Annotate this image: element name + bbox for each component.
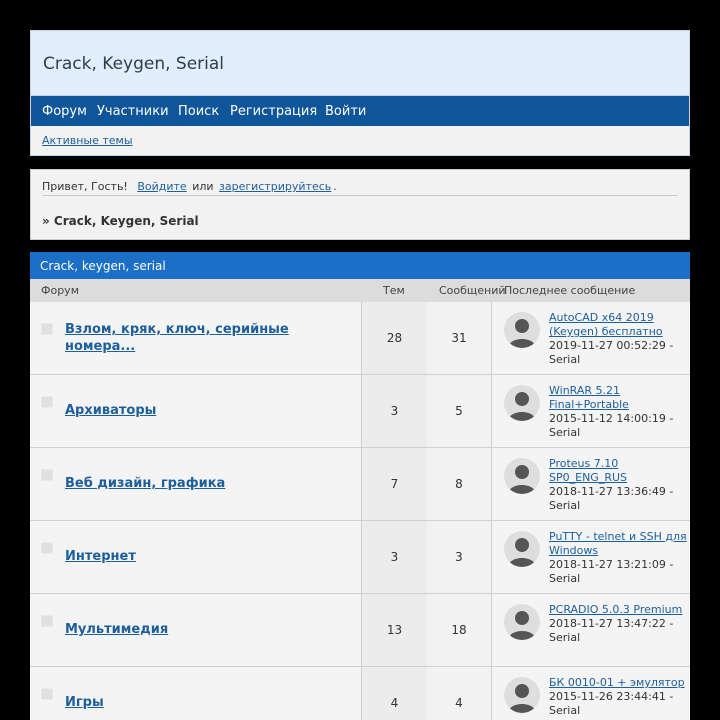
topics-count: 4 (361, 667, 428, 720)
last-post (492, 667, 690, 720)
posts-count: 8 (427, 448, 492, 520)
posts-count: 3 (427, 521, 492, 593)
last-post-info (549, 676, 689, 718)
forum-link[interactable]: Взлом, кряк, ключ, серийные номера... (65, 322, 289, 354)
header-posts: Сообщений (439, 284, 506, 297)
last-post-link[interactable]: WinRAR 5.21 Final+Portable (549, 384, 629, 411)
last-post-user: Serial (549, 704, 581, 717)
forum-row (30, 521, 690, 594)
last-post-link[interactable]: AutoCAD x64 2019 (Keygen) бесплатно (549, 311, 663, 338)
avatar-icon (504, 312, 540, 348)
category-header (30, 252, 690, 279)
login-link[interactable]: Войдите (137, 180, 187, 193)
last-post-link[interactable]: Proteus 7.10 SP0_ENG_RUS (549, 457, 627, 484)
last-post-link[interactable]: PuTTY - telnet и SSH для Windows (549, 530, 687, 557)
forum-link[interactable]: Веб дизайн, графика (65, 476, 226, 491)
or-text: или (192, 180, 214, 193)
last-post-date: 2018-11-27 13:47:22 - (549, 617, 674, 630)
posts-count: 5 (427, 375, 492, 447)
last-post (492, 521, 690, 593)
last-post-user: Serial (549, 499, 581, 512)
forum-row (30, 302, 690, 375)
category-title[interactable]: Crack, keygen, serial (40, 259, 166, 273)
last-post-info (549, 457, 689, 513)
topics-count: 28 (361, 302, 428, 374)
title-area (31, 31, 689, 96)
last-post-user: Serial (549, 572, 581, 585)
last-post (492, 448, 690, 520)
avatar-icon (504, 604, 540, 640)
topics-count: 3 (361, 521, 428, 593)
nav-search[interactable]: Поиск (178, 104, 220, 119)
posts-count: 4 (427, 667, 492, 720)
forum-status-icon (41, 469, 53, 481)
last-post-info (549, 530, 689, 586)
forum-row (30, 594, 690, 667)
last-post-date: 2015-11-26 23:44:41 - (549, 690, 674, 703)
forum-link[interactable]: Архиваторы (65, 403, 157, 418)
header-last-post: Последнее сообщение (504, 284, 636, 297)
last-post-info (549, 311, 689, 367)
main-nav (31, 96, 689, 126)
forum-status-icon (41, 542, 53, 554)
topics-count: 13 (361, 594, 428, 666)
last-post-date: 2018-11-27 13:21:09 - (549, 558, 674, 571)
forum-status-icon (41, 688, 53, 700)
last-post-date: 2018-11-27 13:36:49 - (549, 485, 674, 498)
user-box (30, 169, 690, 240)
divider (42, 195, 678, 196)
header-forum: Форум (41, 284, 79, 297)
active-topics-link[interactable]: Активные темы (42, 134, 133, 147)
nav-members[interactable]: Участники (97, 104, 169, 119)
forum-status-icon (41, 615, 53, 627)
avatar-icon (504, 385, 540, 421)
last-post (492, 375, 690, 447)
forum-status-icon (41, 323, 53, 335)
last-post-date: 2015-11-12 14:00:19 - (549, 412, 674, 425)
avatar-icon (504, 531, 540, 567)
last-post-user: Serial (549, 426, 581, 439)
last-post (492, 302, 690, 374)
last-post-date: 2019-11-27 00:52:29 - (549, 339, 674, 352)
forum-row (30, 375, 690, 448)
header-topics: Тем (383, 284, 405, 297)
topics-count: 3 (361, 375, 428, 447)
avatar-icon (504, 458, 540, 494)
greeting-line (42, 180, 337, 193)
last-post-user: Serial (549, 353, 581, 366)
last-post-user: Serial (549, 631, 581, 644)
posts-count: 31 (427, 302, 492, 374)
greeting-text: Привет, Гость! (42, 180, 128, 193)
posts-count: 18 (427, 594, 492, 666)
forum-row (30, 667, 690, 720)
forum-link[interactable]: Интернет (65, 549, 136, 564)
forum-row (30, 448, 690, 521)
nav-forum[interactable]: Форум (42, 104, 87, 119)
forum-table (30, 252, 690, 720)
register-link[interactable]: зарегистрируйтесь (219, 180, 332, 193)
forum-link[interactable]: Игры (65, 695, 104, 710)
nav-login[interactable]: Войти (325, 104, 367, 119)
last-post-link[interactable]: PCRADIO 5.0.3 Premium (549, 603, 683, 616)
forum-status-icon (41, 396, 53, 408)
last-post-info (549, 603, 689, 645)
topics-count: 7 (361, 448, 428, 520)
forum-link[interactable]: Мультимедия (65, 622, 169, 637)
period-text: . (333, 180, 337, 193)
site-header (30, 30, 690, 156)
last-post-link[interactable]: БК 0010-01 + эмулятор (549, 676, 685, 689)
table-header (30, 279, 690, 302)
last-post-info (549, 384, 689, 440)
breadcrumb: » Crack, Keygen, Serial (42, 214, 199, 228)
avatar-icon (504, 677, 540, 713)
last-post (492, 594, 690, 666)
site-title[interactable]: Crack, Keygen, Serial (43, 54, 225, 74)
nav-register[interactable]: Регистрация (230, 104, 318, 119)
